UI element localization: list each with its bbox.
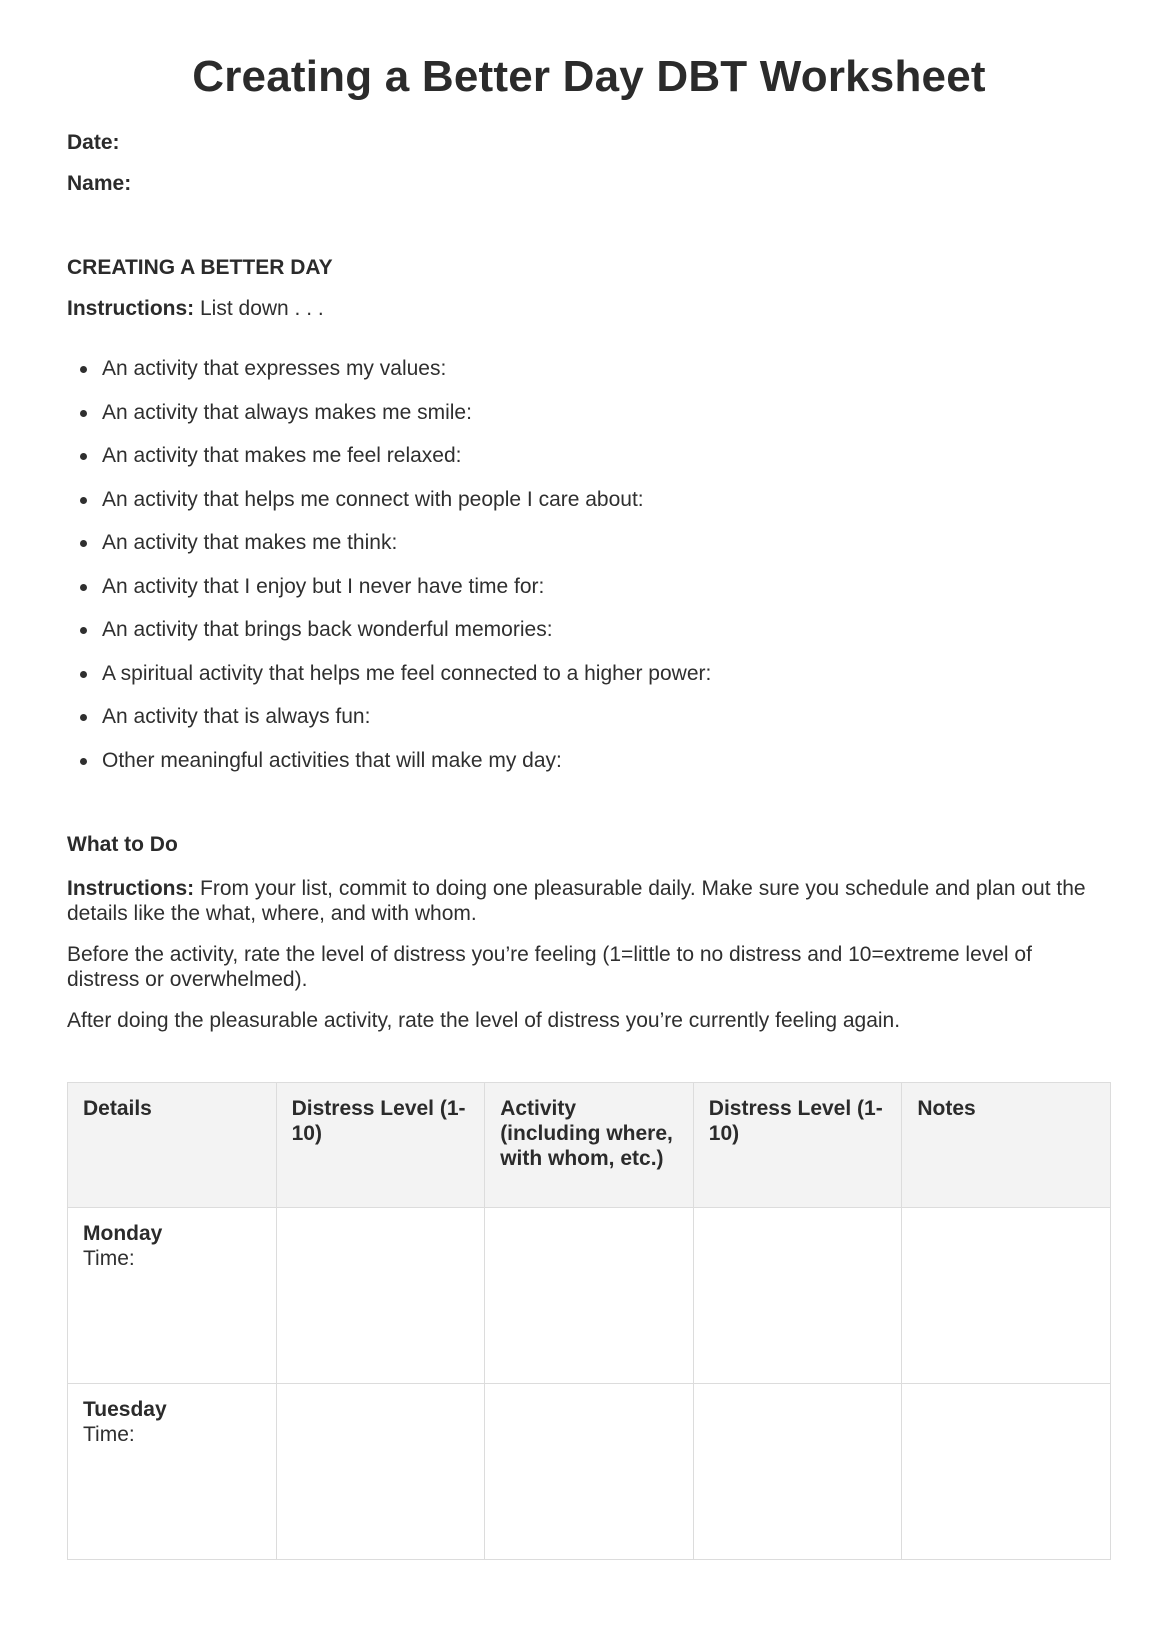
time-label: Time: xyxy=(83,1247,135,1270)
activity-cell[interactable] xyxy=(485,1208,694,1384)
before-activity-paragraph: Before the activity, rate the level of distress you’re feeling (1=little to no distress and 10=extreme level of distress or overwhelmed). xyxy=(67,943,1032,991)
notes-cell[interactable] xyxy=(902,1384,1111,1560)
column-header-details: Details xyxy=(68,1083,277,1208)
bullet-icon xyxy=(80,453,87,460)
table-header-row xyxy=(68,1083,1111,1208)
bullet-icon xyxy=(80,627,87,634)
table-row xyxy=(68,1208,1111,1384)
column-header-distress-before: Distress Level (1-10) xyxy=(276,1083,485,1208)
list-item: A spiritual activity that helps me feel connected to a higher power: xyxy=(67,661,711,705)
activity-cell[interactable] xyxy=(485,1384,694,1560)
instructions-label: Instructions: xyxy=(67,297,195,320)
instructions-text: From your list, commit to doing one pleasurable daily. Make sure you schedule and plan out the details like the what, where, and with whom. xyxy=(67,877,1086,925)
instructions-what-to-do xyxy=(67,876,1107,926)
section-heading-what-to-do: What to Do xyxy=(67,833,178,856)
details-cell xyxy=(68,1384,277,1560)
bullet-icon xyxy=(80,410,87,417)
name-field: Name: xyxy=(67,172,132,195)
activity-tracker-table xyxy=(67,1082,1111,1560)
bullet-icon xyxy=(80,584,87,591)
table-row xyxy=(68,1384,1111,1560)
list-item: An activity that I enjoy but I never have time for: xyxy=(67,574,711,618)
instructions-list-down xyxy=(67,296,1107,321)
list-item: An activity that always makes me smile: xyxy=(67,400,711,444)
bullet-icon xyxy=(80,366,87,373)
bullet-icon xyxy=(80,714,87,721)
column-header-distress-after: Distress Level (1-10) xyxy=(693,1083,902,1208)
after-activity-paragraph: After doing the pleasurable activity, rate the level of distress you’re currently feeling again. xyxy=(67,1009,901,1032)
list-item: An activity that makes me feel relaxed: xyxy=(67,443,711,487)
column-header-activity: Activity (including where, with whom, etc.) xyxy=(485,1083,694,1208)
section-heading-creating-better-day: CREATING A BETTER DAY xyxy=(67,256,333,279)
page-title: Creating a Better Day DBT Worksheet xyxy=(192,52,986,101)
bullet-icon xyxy=(80,671,87,678)
list-item: An activity that is always fun: xyxy=(67,704,711,748)
day-name: Tuesday xyxy=(83,1398,167,1421)
time-label: Time: xyxy=(83,1423,135,1446)
distress-before-cell[interactable] xyxy=(276,1384,485,1560)
bullet-icon xyxy=(80,497,87,504)
list-item: An activity that helps me connect with people I care about: xyxy=(67,487,711,531)
bullet-icon xyxy=(80,758,87,765)
list-item: Other meaningful activities that will make my day: xyxy=(67,748,711,792)
list-item: An activity that expresses my values: xyxy=(67,356,711,400)
distress-after-cell[interactable] xyxy=(693,1384,902,1560)
column-header-notes: Notes xyxy=(902,1083,1111,1208)
notes-cell[interactable] xyxy=(902,1208,1111,1384)
instructions-label: Instructions: xyxy=(67,877,195,900)
instructions-text: List down . . . xyxy=(194,297,324,320)
bullet-icon xyxy=(80,540,87,547)
list-item: An activity that brings back wonderful memories: xyxy=(67,617,711,661)
distress-before-cell[interactable] xyxy=(276,1208,485,1384)
activity-list xyxy=(67,356,711,791)
day-name: Monday xyxy=(83,1222,163,1245)
date-field: Date: xyxy=(67,131,120,154)
list-item: An activity that makes me think: xyxy=(67,530,711,574)
details-cell xyxy=(68,1208,277,1384)
distress-after-cell[interactable] xyxy=(693,1208,902,1384)
